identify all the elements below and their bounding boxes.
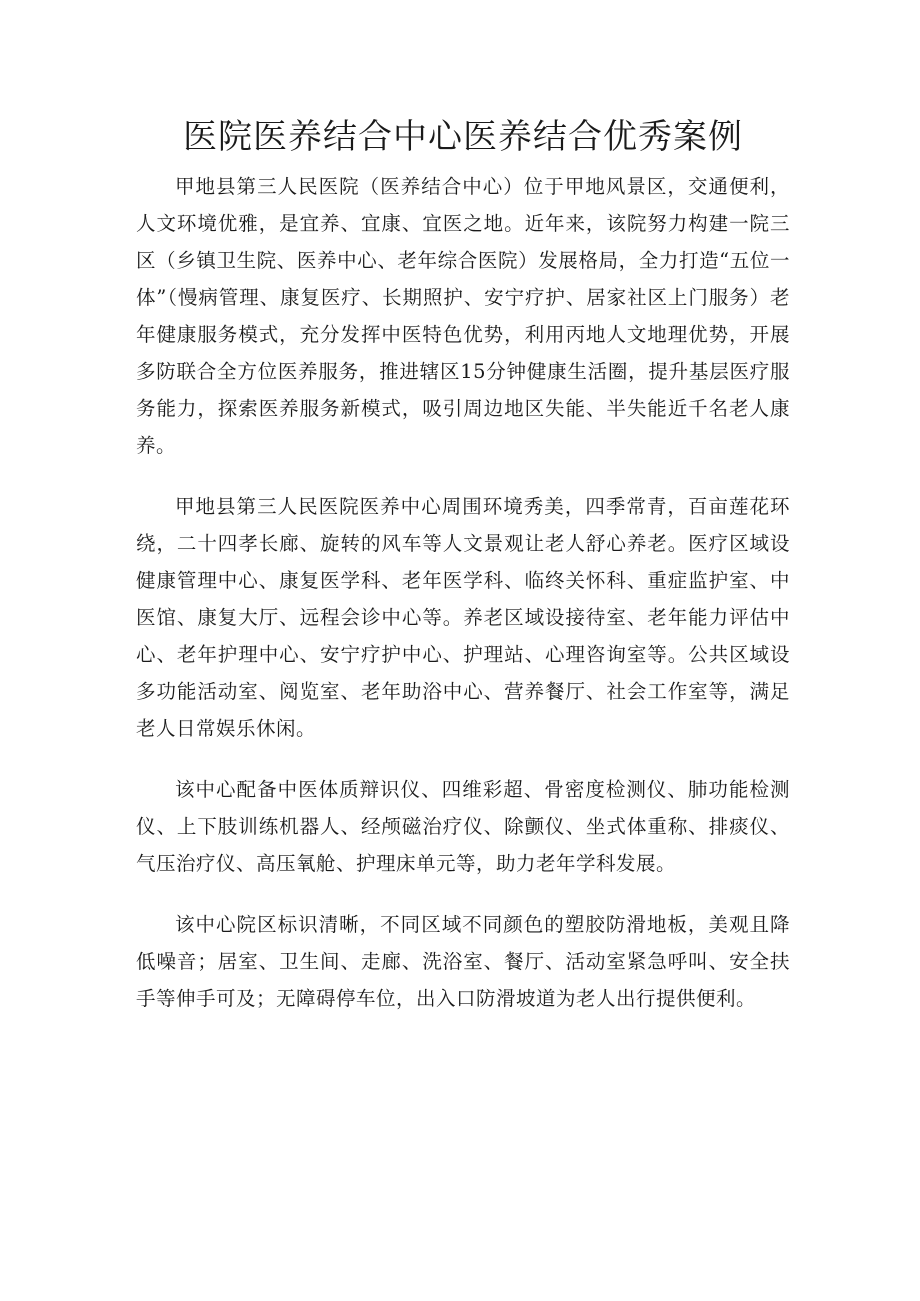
document-title: 医院医养结合中心医养结合优秀案例 [183, 117, 743, 157]
paragraph-environment: 甲地县第三人民医院医养中心周围环境秀美，四季常青，百亩莲花环绕，二十四孝长廊、旋转的风车等人文景观让老人舒心养老。医疗区域设健康管理中心、康复医学科、老年医学科、临终关怀科、重症监护室、中医馆、康复大厅、远程会诊中心等。养老区域设接待室、老年能力评估中心、老年护理中心、安宁疗护中心、护理站、心理咨询室等。公共区域设多功能活动室、阅览室、老年助浴中心、营养餐厅、社会工作室等，满足老人日常娱乐休闲。 [136, 495, 790, 740]
paragraph-equipment: 该中心配备中医体质辩识仪、四维彩超、骨密度检测仪、肺功能检测仪、上下肢训练机器人、经颅磁治疗仪、除颤仪、坐式体重称、排痰仪、气压治疗仪、高压氧舱、护理床单元等，助力老年学科发展。 [136, 778, 790, 875]
paragraph-facilities: 该中心院区标识清晰，不同区域不同颜色的塑胶防滑地板，美观且降低噪音；居室、卫生间、走廊、洗浴室、餐厅、活动室紧急呼叫、安全扶手等伸手可及；无障碍停车位，出入口防滑坡道为老人出行提供便利。 [136, 913, 790, 1010]
document-page [136, 112, 790, 1041]
paragraph-intro: 甲地县第三人民医院（医养结合中心）位于甲地风景区，交通便利，人文环境优雅，是宜养、宜康、宜医之地。近年来，该院努力构建一院三区（乡镇卫生院、医养中心、老年综合医院）发展格局，全力打造“五位一体”（慢病管理、康复医疗、长期照护、安宁疗护、居家社区上门服务）老年健康服务模式，充分发挥中医特色优势，利用丙地人文地理优势，开展多防联合全方位医养服务，推进辖区15分钟健康生活圈，提升基层医疗服务能力，探索医养服务新模式，吸引周边地区失能、半失能近千名老人康养。 [136, 175, 790, 457]
